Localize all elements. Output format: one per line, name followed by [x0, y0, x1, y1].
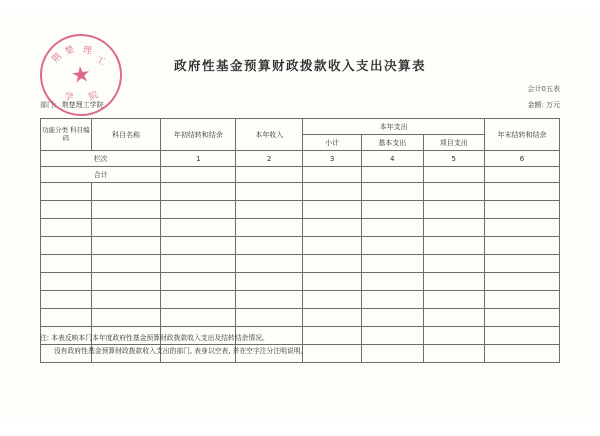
th-project-expenditure: 项目支出	[423, 135, 485, 151]
cell-num-3: 3	[303, 151, 362, 167]
th-basic-expenditure: 基本支出	[362, 135, 424, 151]
cell-begin	[161, 201, 236, 219]
seal-char-2: 楚	[63, 44, 77, 58]
cell-end	[485, 219, 560, 237]
table-row	[41, 255, 560, 273]
cell-name	[91, 291, 161, 309]
cell-num-5: 5	[423, 151, 485, 167]
cell-num-1: 1	[161, 151, 236, 167]
cell-basic	[362, 237, 424, 255]
cell-income	[236, 237, 303, 255]
department-value: 荆楚理工学院	[61, 101, 104, 109]
cell-project	[423, 219, 485, 237]
table-row	[41, 237, 560, 255]
cell-basic	[362, 201, 424, 219]
cell-income	[236, 255, 303, 273]
seal-star-icon: ★	[69, 60, 93, 89]
cell-begin	[161, 219, 236, 237]
table-row	[41, 183, 560, 201]
cell-total-label: 合计	[41, 167, 161, 183]
cell-code	[41, 237, 92, 255]
cell-income	[236, 201, 303, 219]
cell-name	[91, 201, 161, 219]
cell-project	[423, 291, 485, 309]
cell-code	[41, 183, 92, 201]
cell-sub	[303, 219, 362, 237]
cell-total-income	[236, 167, 303, 183]
cell-basic	[362, 273, 424, 291]
cell-begin	[161, 273, 236, 291]
seal-char-3: 理	[82, 45, 93, 57]
cell-total-end	[485, 167, 560, 183]
cell-name	[91, 237, 161, 255]
table-row-numbering	[41, 151, 560, 167]
cell-num-2: 2	[236, 151, 303, 167]
footnote-1: 注: 本表反映本门本年度政府性基金预算财政拨款收入支出及结转结余情况。	[40, 334, 269, 342]
cell-basic	[362, 219, 424, 237]
table-row-total	[41, 167, 560, 183]
cell-code	[41, 219, 92, 237]
footnote-2: 没有政府性基金预算财政拨款收入支出的部门, 表身以空表, 并在空字注分注明说明。	[54, 346, 308, 355]
cell-code	[41, 291, 92, 309]
cell-project	[423, 183, 485, 201]
cell-code	[41, 255, 92, 273]
table-header-row-1	[41, 119, 560, 135]
table-row	[41, 291, 560, 309]
cell-end	[485, 201, 560, 219]
seal-char-1: 荆	[50, 51, 65, 66]
cell-project	[423, 273, 485, 291]
department-field	[40, 100, 140, 110]
table-row	[41, 201, 560, 219]
meta-row	[40, 100, 560, 112]
cell-basic	[362, 183, 424, 201]
cell-code	[41, 309, 92, 327]
cell-begin	[161, 183, 236, 201]
cell-begin	[161, 309, 236, 327]
cell-num-6: 6	[485, 151, 560, 167]
table-row	[41, 219, 560, 237]
cell-begin	[161, 237, 236, 255]
cell-project	[423, 201, 485, 219]
cell-end	[485, 183, 560, 201]
cell-name	[91, 273, 161, 291]
footnotes	[40, 332, 560, 358]
cell-income	[236, 273, 303, 291]
cell-num-4: 4	[362, 151, 424, 167]
cell-end	[485, 255, 560, 273]
seal-char-5: 学	[63, 91, 75, 104]
cell-name	[91, 255, 161, 273]
decision-table	[40, 118, 560, 363]
cell-begin	[161, 291, 236, 309]
cell-income	[236, 309, 303, 327]
cell-code	[41, 201, 92, 219]
th-income: 本年收入	[236, 119, 303, 151]
table-row	[41, 309, 560, 327]
cell-total-sub	[303, 167, 362, 183]
department-label: 部门:	[40, 101, 57, 109]
cell-code	[41, 273, 92, 291]
cell-end	[485, 309, 560, 327]
cell-sub	[303, 273, 362, 291]
table-row	[41, 273, 560, 291]
decision-table-wrap	[40, 118, 560, 363]
cell-sub	[303, 183, 362, 201]
cell-sub	[303, 255, 362, 273]
cell-end	[485, 273, 560, 291]
th-expenditure-group: 本年支出	[303, 119, 485, 135]
th-sub-total: 小计	[303, 135, 362, 151]
form-sheet	[12, 14, 588, 418]
cell-name	[91, 309, 161, 327]
cell-name	[91, 219, 161, 237]
th-name: 科目名称	[91, 119, 161, 151]
cell-row-label: 栏次	[41, 151, 161, 167]
seal-char-6: 院	[87, 90, 100, 103]
scan-edge-bottom	[0, 418, 600, 436]
cell-total-basic	[362, 167, 424, 183]
cell-basic	[362, 255, 424, 273]
cell-name	[91, 183, 161, 201]
cell-project	[423, 237, 485, 255]
cell-total-begin	[161, 167, 236, 183]
cell-sub	[303, 291, 362, 309]
cell-project	[423, 255, 485, 273]
scan-edge-top	[0, 0, 600, 14]
cell-income	[236, 183, 303, 201]
th-code-label: 功能分类 科目编码	[42, 126, 90, 142]
cell-project	[423, 309, 485, 327]
th-end-balance: 年末结转和结余	[485, 119, 560, 151]
page-title: 政府性基金预算财政拨款收入支出决算表	[173, 58, 426, 73]
amount-unit-label: 金额: 万元	[527, 101, 560, 109]
cell-income	[236, 291, 303, 309]
cell-sub	[303, 237, 362, 255]
cell-begin	[161, 255, 236, 273]
cell-basic	[362, 291, 424, 309]
seal-char-4: 工	[93, 54, 107, 68]
cell-end	[485, 291, 560, 309]
form-code-label: 会计0五表	[527, 85, 560, 93]
cell-total-project	[423, 167, 485, 183]
cell-income	[236, 219, 303, 237]
cell-sub	[303, 309, 362, 327]
th-code	[41, 119, 92, 151]
cell-end	[485, 237, 560, 255]
table-body	[41, 151, 560, 363]
th-begin-balance: 年初结转和结余	[161, 119, 236, 151]
cell-sub	[303, 201, 362, 219]
cell-basic	[362, 309, 424, 327]
